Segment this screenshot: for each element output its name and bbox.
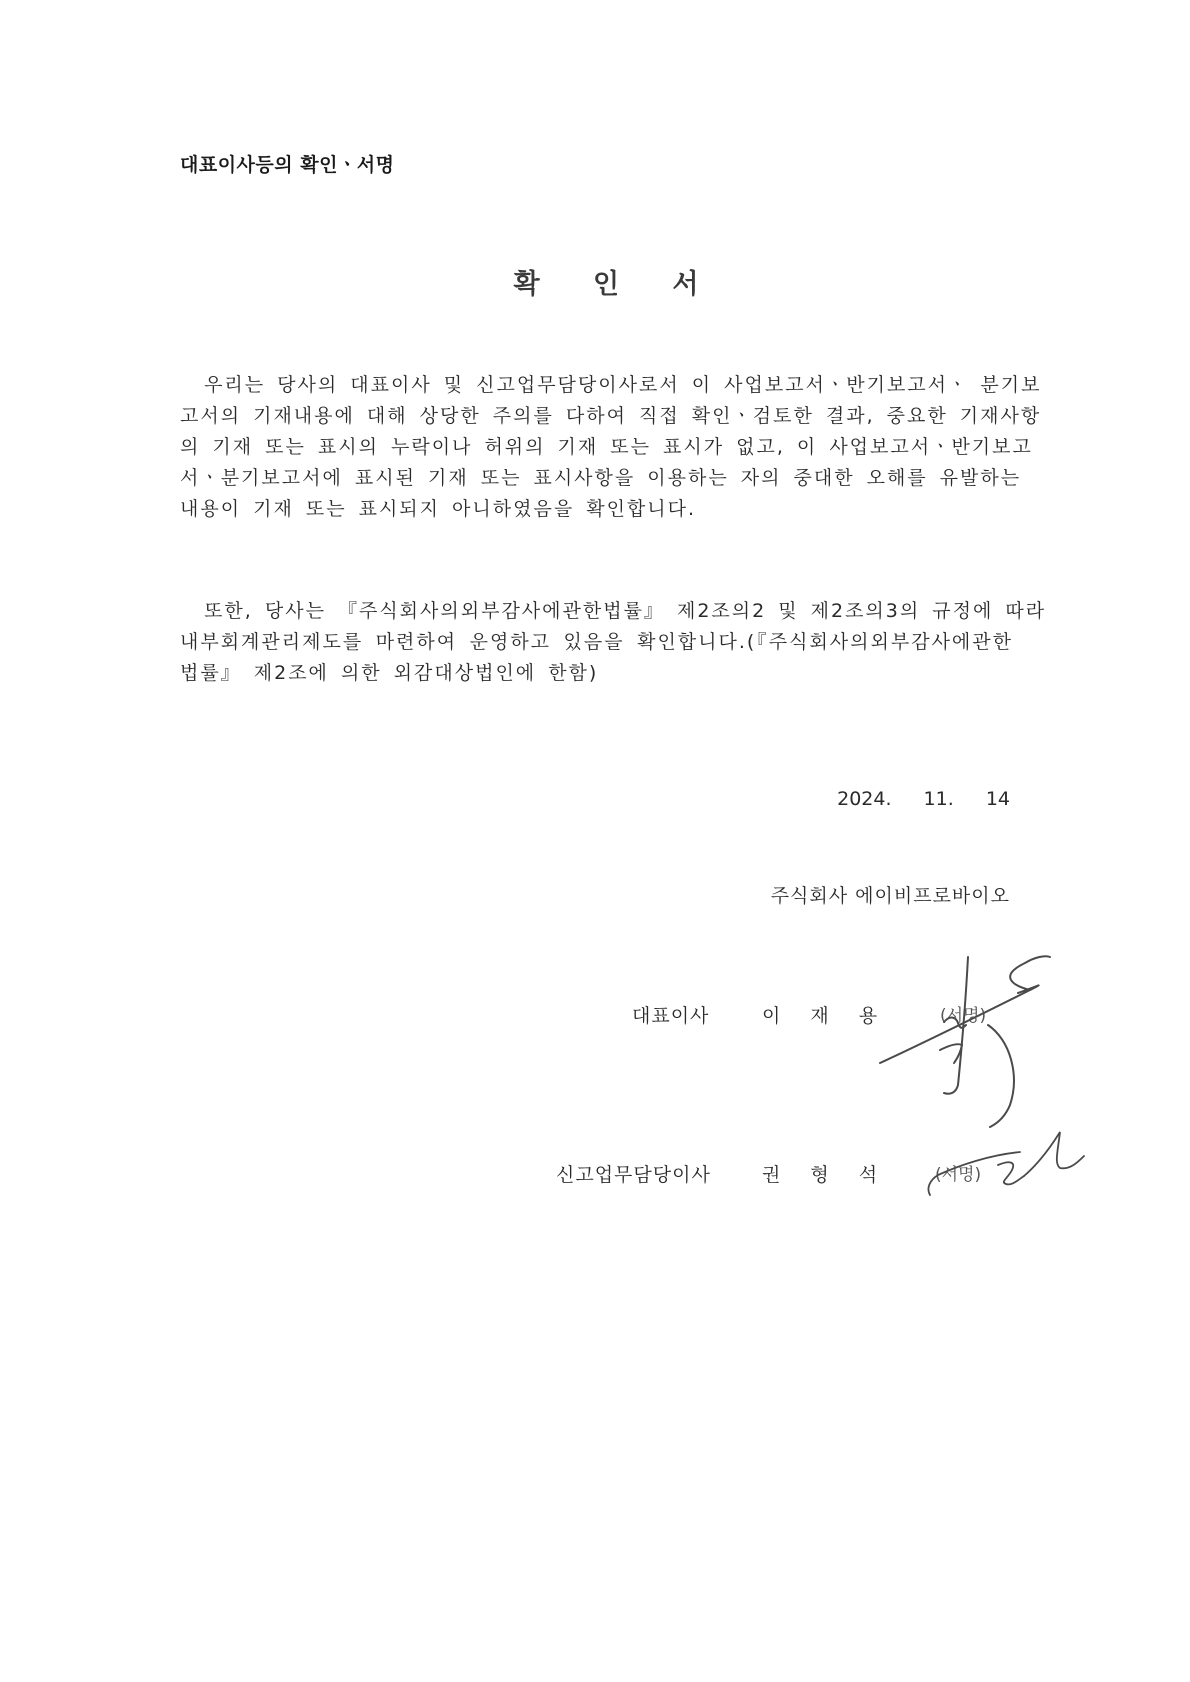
document-date: 2024. 11. 14 [837, 788, 1010, 810]
sign-mark: (서명) [940, 1006, 987, 1026]
paragraph-line: 우리는 당사의 대표이사 및 신고업무담당이사로서 이 사업보고서ㆍ반기보고서ㆍ 분기보 [180, 374, 1042, 396]
paragraph-line: 내용이 기재 또는 표시되지 아니하였음을 확인합니다. [180, 498, 697, 520]
document-title: 확 인 서 [513, 269, 721, 300]
company-name: 주식회사 에이비프로바이오 [770, 885, 1010, 907]
paragraph-line: 또한, 당사는 『주식회사의외부감사에관한법률』 제2조의2 및 제2조의3의 규정에 따라 [180, 600, 1047, 622]
section-heading: 대표이사등의 확인ㆍ서명 [180, 154, 395, 176]
paragraph-line: 서ㆍ분기보고서에 표시된 기재 또는 표시사항을 이용하는 자의 중대한 오해를 유발하는 [180, 467, 1022, 489]
confirmation-paragraph [180, 370, 1042, 525]
handwritten-signature-icon [870, 945, 1090, 1145]
handwritten-signature-icon [920, 1120, 1090, 1210]
paragraph-line: 내부회계관리제도를 마련하여 운영하고 있음을 확인합니다.(『주식회사의외부감사에관한 [180, 631, 1013, 653]
paragraph-line: 고서의 기재내용에 대해 상당한 주의를 다하여 직접 확인ㆍ검토한 결과, 중요한 기재사항 [180, 405, 1042, 427]
signatory-role: 신고업무담당이사 [556, 1164, 711, 1186]
paragraph-line: 법률』 제2조에 의한 외감대상법인에 한함) [180, 662, 599, 684]
signatory-name: 이 재 용 [762, 1005, 890, 1027]
signatory-role: 대표이사 [632, 1005, 710, 1027]
sign-mark: (서명) [935, 1165, 982, 1185]
internal-control-paragraph [180, 596, 1047, 689]
signatory-name: 권 형 석 [762, 1164, 890, 1186]
paragraph-line: 의 기재 또는 표시의 누락이나 허위의 기재 또는 표시가 없고, 이 사업보고서ㆍ반기보고 [180, 436, 1033, 458]
